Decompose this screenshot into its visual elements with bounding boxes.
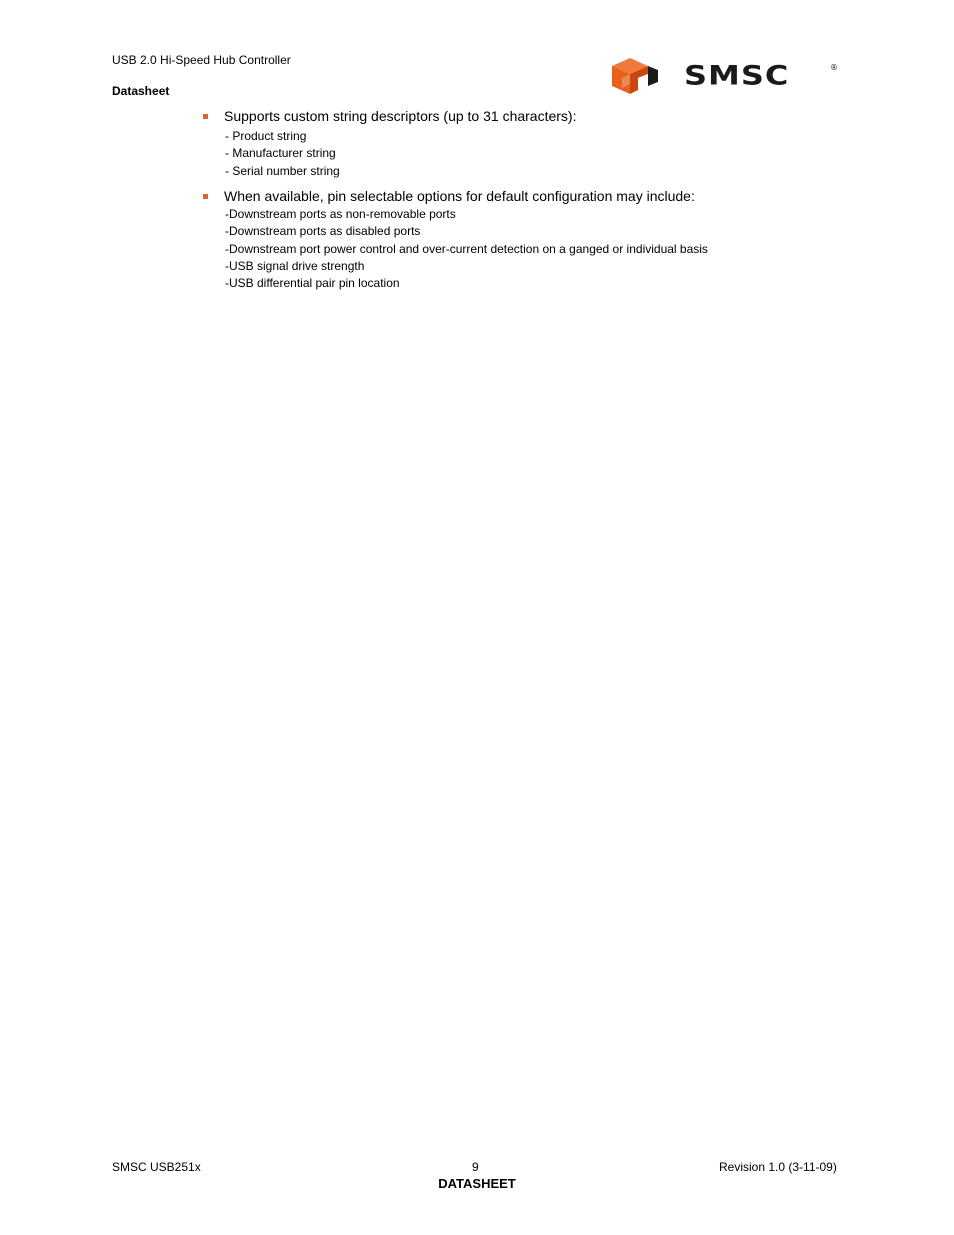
square-bullet-icon [203, 194, 208, 199]
list-item: -USB differential pair pin location [225, 276, 400, 291]
list-item: -Downstream ports as disabled ports [225, 224, 421, 239]
list-item: -Downstream ports as non-removable ports [225, 207, 456, 221]
document-type: Datasheet [112, 84, 170, 98]
bullet-text: Supports custom string descriptors (up to 31 characters): [224, 108, 577, 124]
bullet-text: When available, pin selectable options for default configuration may include: [224, 188, 695, 204]
svg-text:®: ® [830, 63, 838, 72]
bullet-pin-options [203, 188, 763, 292]
document-title: USB 2.0 Hi-Speed Hub Controller [112, 53, 291, 67]
list-item: - Product string [225, 129, 307, 143]
svg-text:SMSC: SMSC [684, 60, 790, 91]
footer-revision: Revision 1.0 (3-11-09) [719, 1160, 837, 1174]
bullet-string-descriptors [203, 108, 763, 180]
list-item: -Downstream port power control and over-current detection on a ganged or individual basis [225, 241, 708, 256]
footer-product: SMSC USB251x [112, 1160, 201, 1174]
list-item: -USB signal drive strength [225, 258, 365, 273]
list-item: - Manufacturer string [225, 146, 336, 161]
cube-logo-icon [612, 58, 658, 94]
list-item: - Serial number string [225, 163, 340, 178]
page-number: 9 [472, 1160, 479, 1174]
square-bullet-icon [203, 114, 208, 119]
smsc-logo [608, 54, 840, 98]
footer-datasheet-label: DATASHEET [438, 1176, 516, 1191]
